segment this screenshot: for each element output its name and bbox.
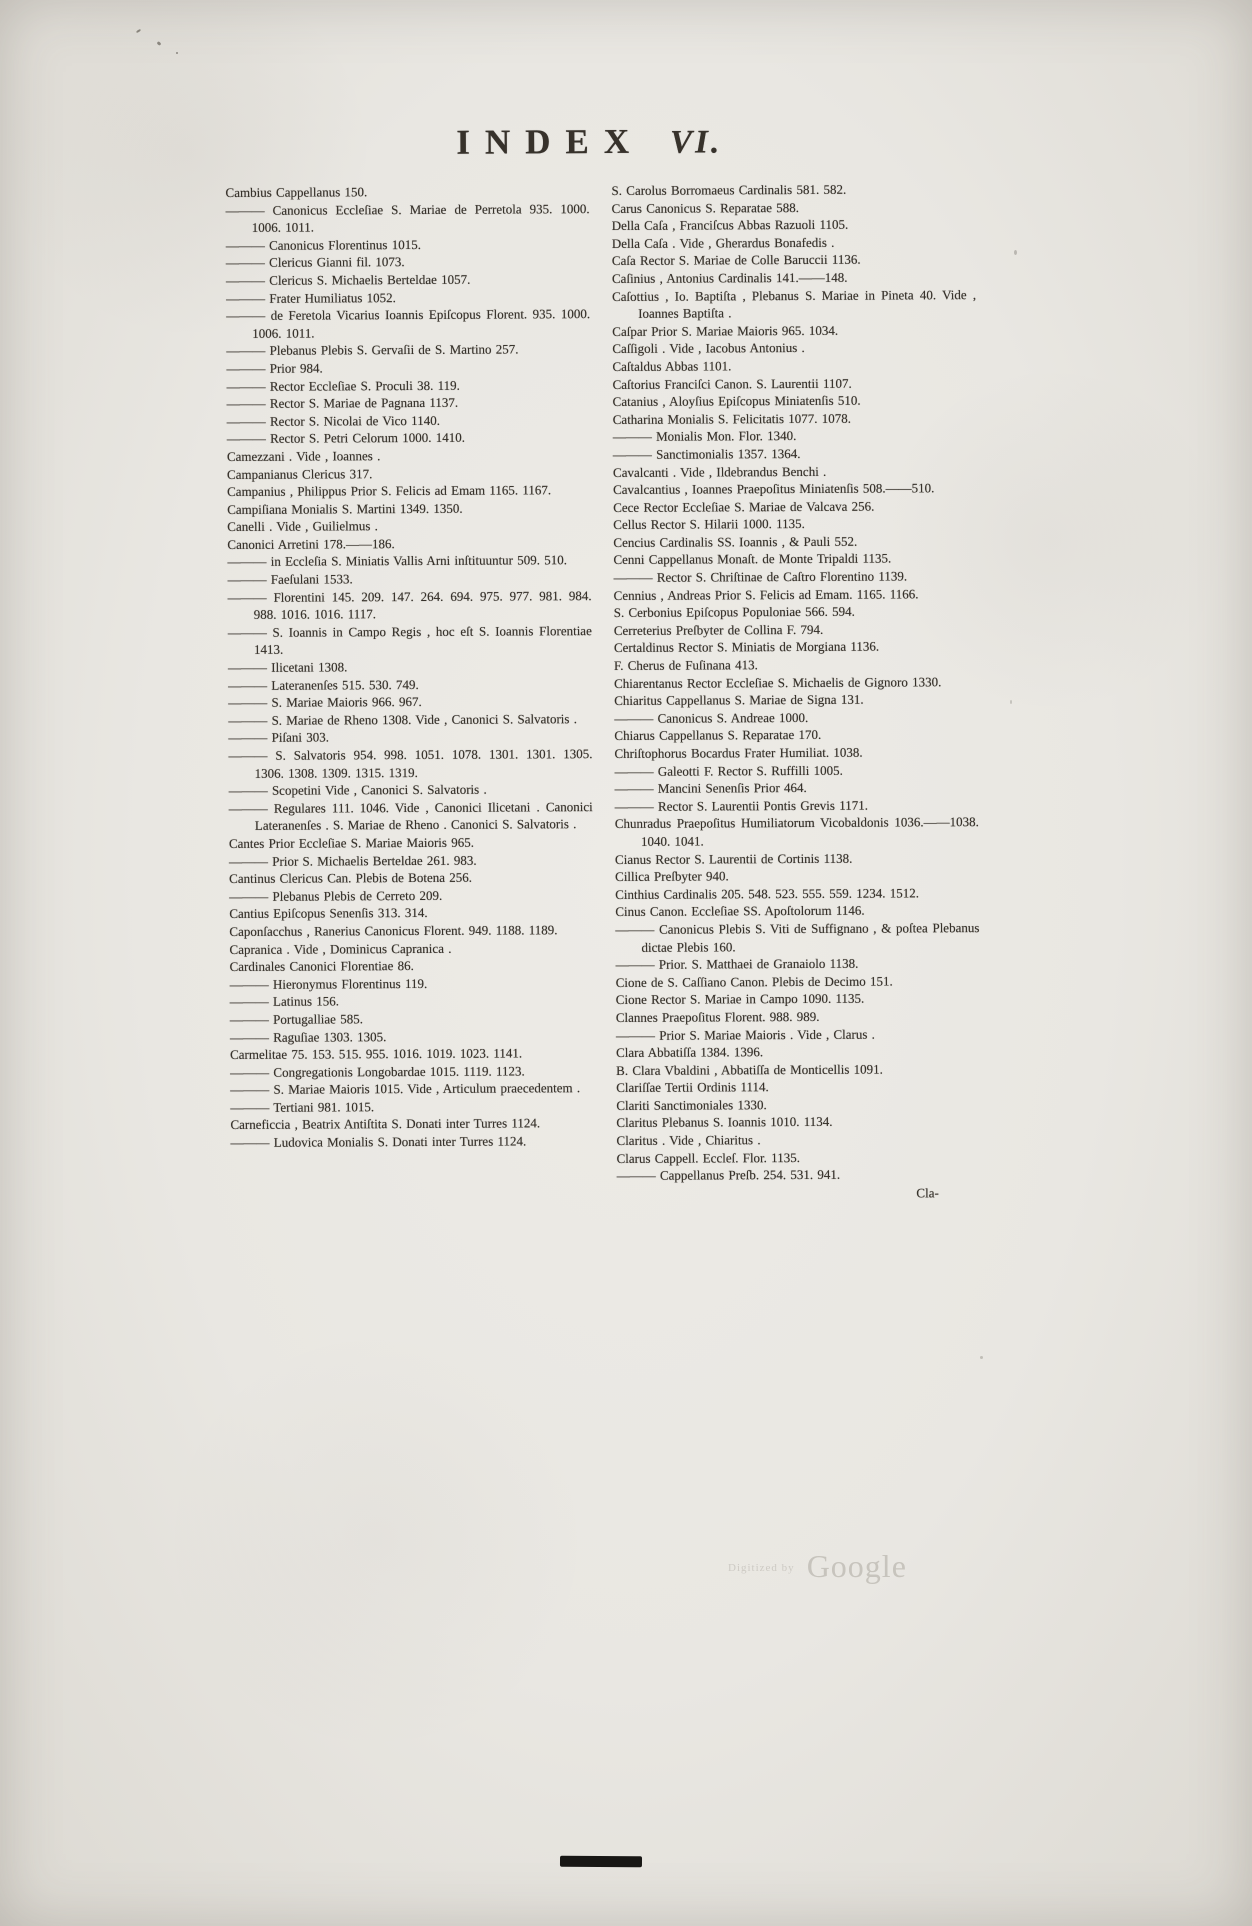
index-entry: Chiarentanus Rector Eccleſiae S. Michaelis de Gignoro 1330. (614, 673, 942, 691)
index-columns (225, 180, 986, 1187)
index-entry: ——— in Eccleſia S. Miniatis Vallis Arni inſtituuntur 509. 510. (227, 552, 568, 570)
index-entry: Clariti Sanctimoniales 1330. (616, 1097, 767, 1113)
index-entry: ——— Mancini Senenſis Prior 464. (614, 780, 807, 797)
index-entry: Campanianus Clericus 317. (226, 465, 373, 482)
index-entry: ——— de Feretola Vicarius Ioannis Epiſcopus Florent. 935. 1000. 1006. 1011. (226, 306, 591, 341)
index-volume-number: VI. (670, 124, 723, 161)
index-entry: ——— Monialis Mon. Flor. 1340. (612, 428, 797, 445)
index-entry: Claritus . Vide , Chiaritus . (616, 1132, 761, 1149)
scan-speck (980, 1356, 983, 1359)
index-entry: ——— Prior S. Mariae Maioris . Vide , Clarus . (615, 1026, 875, 1043)
index-entry: Cencius Cardinalis SS. Ioannis , & Pauli 552. (613, 533, 858, 550)
index-entry: Caſa Rector S. Mariae de Colle Baruccii 1136. (611, 252, 861, 269)
index-entry: ——— Prior. S. Matthaei de Granaiolo 1138. (615, 955, 859, 973)
index-entry: ——— Lateranenſes 515. 530. 749. (228, 676, 419, 693)
scan-speck (136, 29, 141, 34)
index-entry: Carus Canonicus S. Reparatae 588. (611, 199, 800, 216)
index-entry: Caſinius , Antonius Cardinalis 141.——148. (611, 269, 848, 286)
index-entry: Canonici Arretini 178.——186. (227, 535, 395, 552)
index-entry: Cantinus Clericus Can. Plebis de Botena 256. (229, 869, 473, 887)
index-entry: ——— Sanctimonialis 1357. 1364. (612, 445, 801, 462)
index-entry: Cillica Preſbyter 940. (615, 868, 729, 885)
index-entry: Campiſiana Monialis S. Martini 1349. 1350. (227, 500, 463, 517)
index-entry: Clariſſae Tertii Ordinis 1114. (616, 1079, 769, 1096)
index-entry: Clara Abbatiſſa 1384. 1396. (616, 1044, 764, 1061)
index-entry: ——— Canonicus S. Andreae 1000. (614, 709, 809, 726)
index-entry: ——— S. Mariae Maioris 966. 967. (228, 694, 422, 711)
index-entry: Caponſacchus , Ranerius Canonicus Florent. 949. 1188. 1189. (229, 922, 558, 939)
index-entry: Chunradus Praepoſitus Humiliatorum Vicobaldonis 1036.——1038. 1040. 1041. (614, 814, 979, 849)
index-entry: ——— Rector S. Mariae de Pagnana 1137. (226, 394, 459, 412)
index-entry: Campanius , Philippus Prior S. Felicis ad Emam 1165. 1167. (227, 482, 552, 500)
index-entry: ——— Ilicetani 1308. (227, 659, 348, 676)
index-entry: Cione de S. Caſſiano Canon. Plebis de Decimo 151. (615, 973, 893, 990)
index-entry: Chiarus Cappellanus S. Reparatae 170. (614, 727, 822, 744)
index-entry: Chiaritus Cappellanus S. Mariae de Signa 131. (614, 691, 864, 709)
index-entry: ——— S. Ioannis in Campo Regis , hoc eſt S. Ioannis Florentiae 1413. (227, 622, 592, 658)
index-title-text: INDEX (456, 121, 645, 162)
index-entry: Caſtorius Franciſci Canon. S. Laurentii 1107. (612, 375, 852, 392)
index-entry: ——— Rector S. Chriſtinae de Caſtro Florentino 1139. (613, 568, 908, 586)
index-entry: ——— Plebanus Plebis de Cerreto 209. (229, 887, 443, 904)
index-entry: ——— Prior 984. (226, 360, 323, 376)
index-entry: Cambius Cappellanus 150. (225, 184, 368, 200)
index-entry: Della Caſa , Franciſcus Abbas Razuoli 1105. (611, 216, 849, 234)
scan-speck (1014, 250, 1017, 255)
index-entry: Clannes Praepoſitus Florent. 988. 989. (615, 1008, 820, 1025)
index-entry: ——— Regulares 111. 1046. Vide , Canonici Ilicetani . Canonici Lateranenſes . S. Mariae de Rheno . Canonici S. Salvatoris . (228, 798, 593, 834)
index-entry: ——— Galeotti F. Rector S. Ruffilli 1005. (614, 762, 843, 779)
index-entry: Della Caſa . Vide , Gherardus Bonafedis . (611, 234, 835, 251)
index-entry: ——— Piſani 303. (228, 729, 330, 746)
index-entry: Cavalcanti . Vide , Ildebrandus Benchi . (612, 463, 827, 480)
page-content (225, 120, 987, 1205)
index-entry: Cinus Canon. Eccleſiae SS. Apoſtolorum 1146. (615, 902, 865, 920)
watermark-digitized-by-text: Digitized by (728, 1562, 795, 1574)
index-entry: Clarus Cappell. Eccleſ. Flor. 1135. (616, 1149, 800, 1166)
index-entry: ——— Tertiani 981. 1015. (230, 1099, 375, 1115)
index-column-left (225, 182, 594, 1152)
catchword: Cla- (916, 1185, 939, 1201)
index-entry: Canelli . Vide , Guilielmus . (227, 518, 378, 535)
index-entry: ——— Rector S. Laurentii Pontis Grevis 1171. (614, 797, 869, 814)
index-entry: Caſſigoli . Vide , Iacobus Antonius . (612, 340, 805, 357)
index-entry: Caſpar Prior S. Mariae Maioris 965. 1034. (612, 322, 839, 339)
google-watermark (728, 1548, 907, 1585)
index-entry: ——— Frater Humiliatus 1052. (226, 289, 396, 306)
index-entry: S. Cerbonius Epiſcopus Populoniae 566. 594. (613, 603, 855, 621)
index-entry: ——— Rector Eccleſiae S. Proculi 38. 119. (226, 377, 460, 394)
index-entry: ——— S. Salvatoris 954. 998. 1051. 1078. 1301. 1301. 1305. 1306. 1308. 1309. 1315. 1319. (228, 746, 593, 781)
page-title (211, 120, 967, 164)
index-entry: ——— Clericus S. Michaelis Berteldae 1057. (225, 271, 471, 288)
index-entry: ——— Scopetini Vide , Canonici S. Salvatoris . (228, 781, 487, 799)
index-entry: Cennius , Andreas Prior S. Felicis ad Emam. 1165. 1166. (613, 586, 919, 603)
index-entry: Caſottius , Io. Baptiſta , Plebanus S. Mariae in Pineta 40. Vide , Ioannes Baptiſta . (612, 286, 977, 321)
scan-edge-artifact (560, 1856, 642, 1868)
index-entry: Cellus Rector S. Hilarii 1000. 1135. (613, 516, 805, 533)
index-column-right (611, 180, 980, 1185)
index-entry: ——— Canonicus Eccleſiae S. Mariae de Perretola 935. 1000. 1006. 1011. (225, 200, 590, 236)
index-entry: ——— Canonicus Plebis S. Viti de Suffignano , & poſtea Plebanus dictae Plebis 160. (615, 919, 980, 955)
index-entry: Catharina Monialis S. Felicitatis 1077. 1078. (612, 410, 852, 427)
index-entry: ——— Hieronymus Florentinus 119. (229, 975, 428, 992)
index-entry: ——— Latinus 156. (229, 993, 340, 1010)
index-entry: Cinthius Cardinalis 205. 548. 523. 555. 559. 1234. 1512. (615, 885, 919, 902)
index-entry: ——— Canonicus Florentinus 1015. (225, 236, 421, 253)
index-entry: Cardinales Canonici Florentiae 86. (229, 958, 414, 975)
index-entry: ——— S. Mariae de Rheno 1308. Vide , Canonici S. Salvatoris . (228, 710, 578, 728)
index-entry: Carmelitae 75. 153. 515. 955. 1016. 1019. 1023. 1141. (230, 1045, 523, 1063)
index-entry: ——— S. Mariae Maioris 1015. Vide , Articulum praecedentem . (230, 1080, 581, 1098)
index-entry: ——— Rector S. Nicolai de Vico 1140. (226, 412, 440, 429)
index-entry: Camezzani . Vide , Ioannes . (226, 448, 381, 464)
index-entry: ——— Plebanus Plebis S. Gervaſii de S. Martino 257. (226, 341, 519, 359)
index-entry: Cantius Epiſcopus Senenſis 313. 314. (229, 905, 428, 922)
index-entry: ——— Cappellanus Preſb. 254. 531. 941. (616, 1167, 841, 1184)
index-entry: Cione Rector S. Mariae in Campo 1090. 1135. (615, 990, 865, 1008)
index-entry: Cenni Cappellanus Monaſt. de Monte Tripaldi 1135. (613, 550, 892, 568)
index-entry: B. Clara Vbaldini , Abbatiſſa de Monticellis 1091. (616, 1061, 883, 1078)
index-entry: ——— Raguſiae 1303. 1305. (229, 1028, 387, 1045)
index-entry: Catanius , Aloyſius Epiſcopus Miniatenſis 510. (612, 392, 861, 410)
index-entry: ——— Faeſulani 1533. (227, 571, 353, 588)
index-entry: Cece Rector Eccleſiae S. Mariae de Valcava 256. (613, 498, 875, 515)
index-entry: F. Cherus de Fuſinana 413. (613, 657, 758, 673)
index-entry: ——— Portugalliae 585. (229, 1011, 363, 1027)
scan-speck (1010, 700, 1012, 704)
index-entry: ——— Clericus Gianni fil. 1073. (225, 254, 405, 271)
index-entry: ——— Florentini 145. 209. 147. 264. 694. 975. 977. 981. 984. 988. 1016. 1016. 1117. (227, 587, 592, 623)
index-entry: ——— Ludovica Monialis S. Donati inter Turres 1124. (230, 1133, 527, 1151)
index-entry: Claritus Plebanus S. Ioannis 1010. 1134. (616, 1114, 833, 1131)
index-entry: Caſtaldus Abbas 1101. (612, 358, 732, 374)
index-entry: Cantes Prior Eccleſiae S. Mariae Maioris 965. (228, 834, 474, 851)
index-entry: Cerreterius Preſbyter de Collina F. 794. (613, 621, 824, 638)
google-logo-text: Google (806, 1548, 907, 1584)
scan-speck (157, 41, 162, 46)
index-entry: ——— Prior S. Michaelis Berteldae 261. 983. (228, 852, 477, 869)
index-entry: Capranica . Vide , Dominicus Capranica . (229, 940, 452, 957)
index-entry: Chriſtophorus Bocardus Frater Humiliat. 1038. (614, 744, 863, 761)
index-entry: ——— Congregationis Longobardae 1015. 1119. 1123. (230, 1063, 525, 1080)
index-entry: Carneficcia , Beatrix Antiſtita S. Donati inter Turres 1124. (230, 1115, 541, 1133)
index-entry: ——— Rector S. Petri Celorum 1000. 1410. (226, 430, 466, 447)
index-entry: Certaldinus Rector S. Miniatis de Morgiana 1136. (613, 639, 880, 656)
index-entry: Cavalcantius , Ioannes Praepoſitus Miniatenſis 508.——510. (613, 480, 935, 498)
index-entry: Cianus Rector S. Laurentii de Cortinis 1138. (614, 850, 853, 867)
scan-speck (176, 52, 178, 54)
index-entry: S. Carolus Borromaeus Cardinalis 581. 582. (611, 181, 847, 198)
